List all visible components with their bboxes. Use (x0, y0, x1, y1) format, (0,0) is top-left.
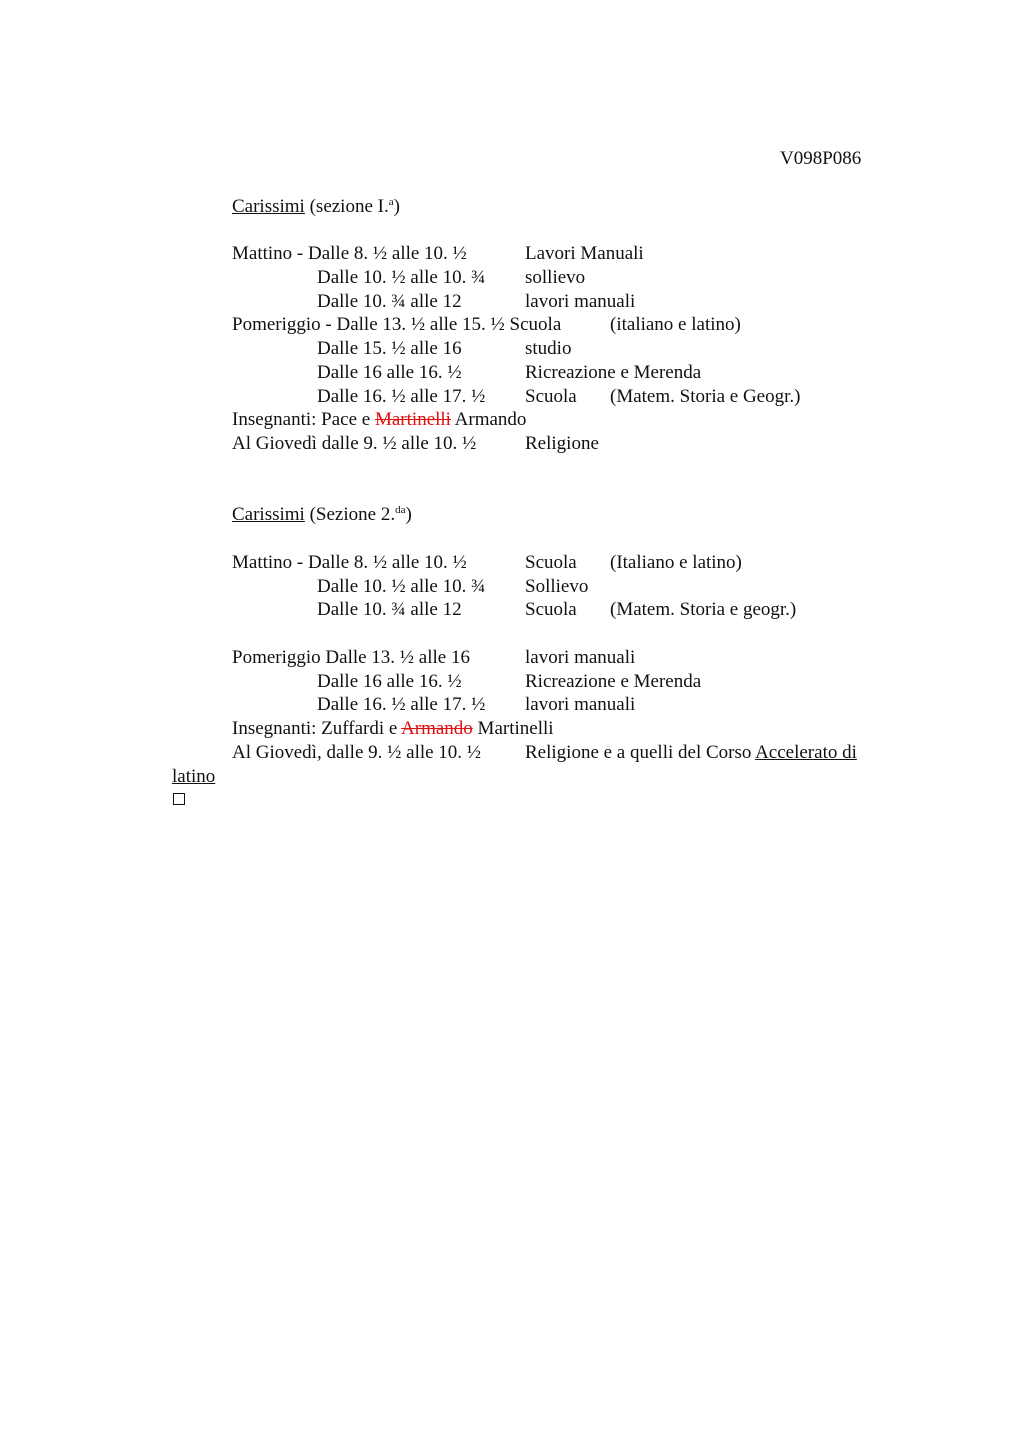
schedule-time: Dalle 10. ½ alle 10. ¾ (317, 576, 486, 597)
schedule-activity: Sollievo (525, 576, 589, 597)
schedule-activity: Scuola (525, 599, 577, 620)
section1-heading-close: ) (393, 196, 400, 217)
schedule-time: Dalle 16 alle 16. ½ (317, 671, 462, 692)
schedule-activity: Scuola (525, 552, 577, 573)
schedule-time: Dalle 10. ¾ alle 12 (317, 599, 462, 620)
section1-heading (232, 195, 400, 219)
schedule-note: (italiano e latino) (610, 314, 741, 335)
struck-name: Martinelli (374, 409, 451, 430)
schedule-row (232, 242, 467, 266)
section2-thursday-activity (525, 741, 857, 765)
schedule-note: (Matem. Storia e Geogr.) (610, 386, 801, 407)
teachers-label: Insegnanti: Zuffardi e (232, 718, 398, 739)
schedule-time: Dalle 10. ½ alle 10. ¾ (317, 267, 486, 288)
schedule-activity: lavori manuali (525, 647, 636, 668)
accelerated-course-name: Accelerato di (755, 742, 857, 763)
schedule-activity: lavori manuali (525, 694, 636, 715)
schedule-time: Pomeriggio - Dalle 13. ½ alle 15. ½ Scuola (232, 314, 562, 335)
schedule-time: Pomeriggio Dalle 13. ½ alle 16 (232, 647, 470, 668)
section1-teachers (232, 408, 526, 432)
schedule-time: Dalle 15. ½ alle 16 (317, 338, 462, 359)
teachers-label: Insegnanti: Pace e (232, 409, 371, 430)
struck-name: Armando (401, 718, 473, 739)
checkbox-square-icon (173, 793, 185, 805)
section2-teachers (232, 717, 554, 741)
section1-heading-sup: a (388, 196, 394, 208)
schedule-activity: sollievo (525, 267, 586, 288)
section1-thursday-time: Al Giovedì dalle 9. ½ alle 10. ½ (232, 433, 477, 454)
schedule-time: Dalle 16. ½ alle 17. ½ (317, 694, 486, 715)
teacher-name: Armando (454, 409, 527, 430)
schedule-time: Dalle 16 alle 16. ½ (317, 362, 462, 383)
section2-heading-label: (Sezione 2. (309, 504, 396, 525)
section2-heading (232, 503, 412, 527)
schedule-activity: lavori manuali (525, 291, 636, 312)
section2-heading-close: ) (405, 504, 412, 525)
accelerated-course-wrap: latino (172, 766, 216, 787)
teacher-name: Martinelli (477, 718, 554, 739)
document-id: V098P086 (780, 148, 862, 169)
thursday-activity-text: Religione e a quelli del Corso (525, 742, 752, 763)
schedule-time: Mattino - Dalle 8. ½ alle 10. ½ (232, 243, 467, 264)
schedule-activity: studio (525, 338, 572, 359)
section2-heading-name: Carissimi (232, 504, 305, 525)
schedule-note: (Matem. Storia e geogr.) (610, 599, 797, 620)
section1-thursday-activity: Religione (525, 433, 599, 454)
section1-heading-name: Carissimi (232, 196, 305, 217)
schedule-activity: Scuola (525, 386, 577, 407)
schedule-note: (Italiano e latino) (610, 552, 742, 573)
section2-heading-sup: da (395, 504, 406, 516)
section2-thursday-time: Al Giovedì, dalle 9. ½ alle 10. ½ (232, 742, 482, 763)
schedule-time: Dalle 10. ¾ alle 12 (317, 291, 462, 312)
schedule-time: Mattino - Dalle 8. ½ alle 10. ½ (232, 552, 467, 573)
section1-heading-label: (sezione I. (309, 196, 389, 217)
schedule-activity: Ricreazione e Merenda (525, 671, 702, 692)
schedule-activity: Lavori Manuali (525, 243, 644, 264)
schedule-activity: Ricreazione e Merenda (525, 362, 702, 383)
schedule-time: Dalle 16. ½ alle 17. ½ (317, 386, 486, 407)
